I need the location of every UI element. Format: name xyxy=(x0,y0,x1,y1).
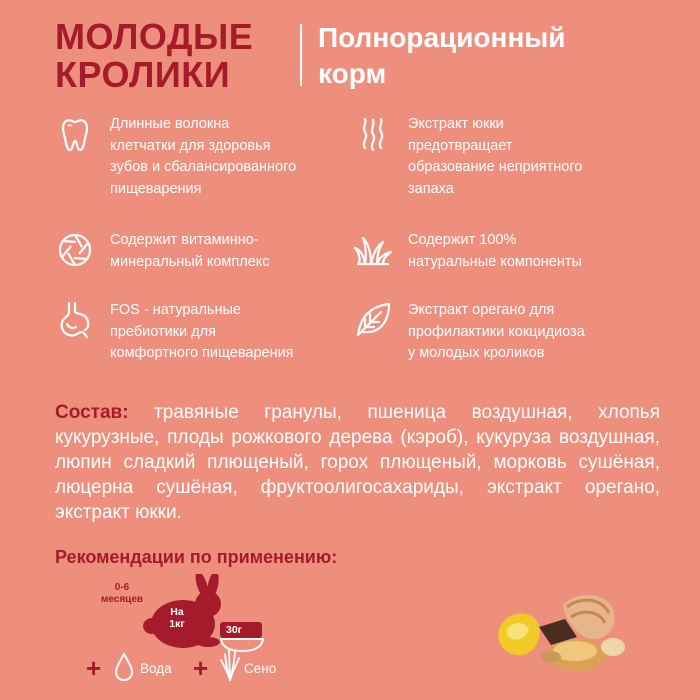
smell-waves-icon xyxy=(353,114,393,154)
header-divider xyxy=(300,24,302,86)
feature-oregano xyxy=(353,300,585,365)
hay-icon xyxy=(219,646,241,682)
feature-text: Экстракт орегано для профилактики кокцидиоза у молодых кроликов xyxy=(408,302,585,361)
title-line-1: МОЛОДЫЕ xyxy=(55,16,254,57)
feature-natural xyxy=(353,230,582,273)
water-drop-icon xyxy=(113,652,135,682)
composition xyxy=(55,400,660,525)
food-mix-image xyxy=(495,585,635,675)
product-subtitle xyxy=(318,20,566,92)
composition-label: Состав: xyxy=(55,402,129,423)
feature-text: Содержит витаминно- минеральный комплекс xyxy=(110,232,270,270)
per-kg-label: На 1кг xyxy=(169,606,185,630)
water-label: Вода xyxy=(140,661,172,676)
tooth-icon xyxy=(55,114,95,154)
feature-vitamins xyxy=(55,230,270,273)
recommendations-title: Рекомендации по применению: xyxy=(55,547,338,567)
feature-yucca xyxy=(353,114,582,200)
stomach-icon xyxy=(55,300,95,340)
dose-amount: 30г xyxy=(226,624,243,636)
age-range: 0-6 месяцев xyxy=(100,582,144,605)
leaf-icon xyxy=(353,300,393,340)
feature-text: Содержит 100% натуральные компоненты xyxy=(408,232,582,270)
grass-icon xyxy=(353,230,393,270)
plus-icon: + xyxy=(193,653,209,683)
subtitle-line-2: корм xyxy=(318,58,387,89)
feature-text: Экстракт юкки предотвращает образование неприятного запаха xyxy=(408,116,583,197)
title-line-2: КРОЛИКИ xyxy=(55,54,231,95)
aperture-icon xyxy=(55,230,95,270)
hay-label: Сено xyxy=(244,661,277,676)
feature-text: Длинные волокна клетчатки для здоровья зубов и сбалансированного пищеварения xyxy=(110,116,297,197)
plus-icon: + xyxy=(86,653,102,683)
composition-text: травяные гранулы, пшеница воздушная, хлопья кукурузные, плоды рожкового дерева (кэроб), кукуруза воздушная, люпин сладкий плющеный, горох плющеный, морковь сушёная, люцерна сушёная, фруктоолигосахариды, экстракт орегано, экстракт юкки. xyxy=(55,402,660,523)
subtitle-line-1: Полнорационный xyxy=(318,22,566,53)
feature-fos xyxy=(55,300,294,365)
feature-text: FOS - натуральные пребиотики для комфортного пищеварения xyxy=(110,302,294,361)
feature-fiber xyxy=(55,114,296,200)
product-title xyxy=(55,18,253,94)
